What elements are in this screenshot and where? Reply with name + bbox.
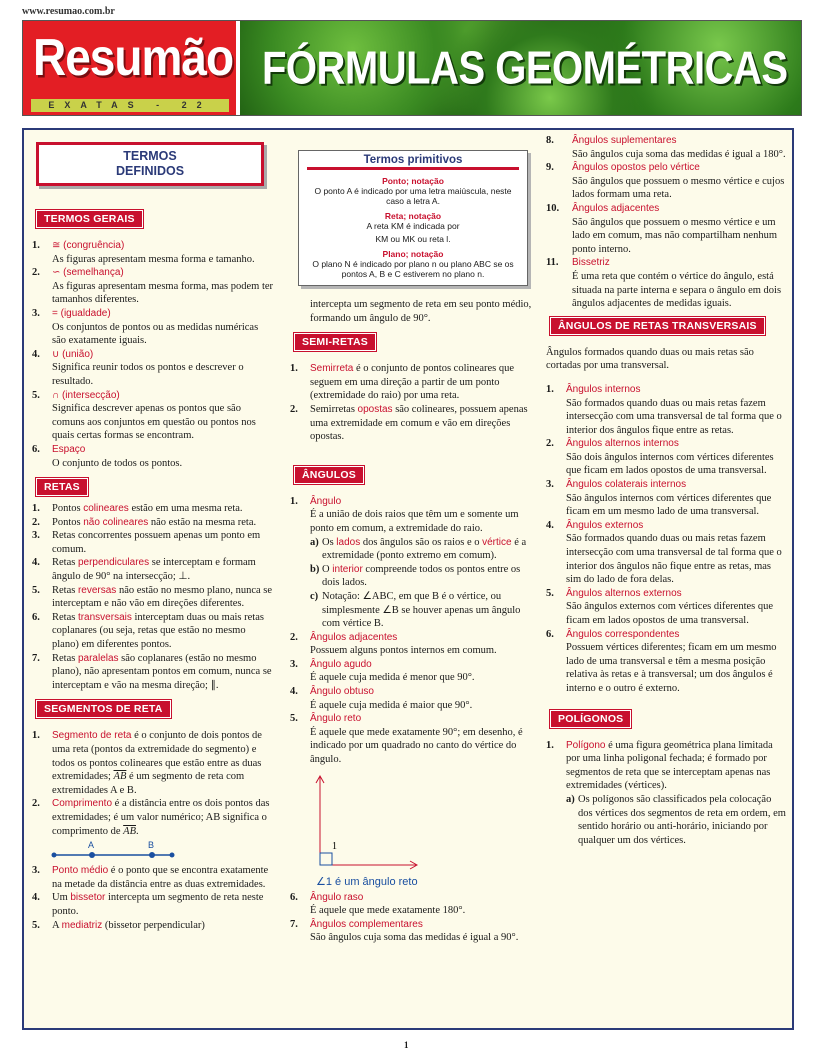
list-item: 5. A mediatriz (bissetor perpendicular) [32,919,205,931]
retas-list [32,502,274,692]
term: colineares [83,503,129,515]
term: reversas [77,584,117,596]
right-angle-figure [290,773,538,891]
text: São ângulos internos com vértices diferentes que ficam em um mesmo lado de uma transversal. [566,492,772,518]
logo-text: Resumão [33,28,234,87]
reta-text: A reta KM é indicada por [366,221,460,231]
text: intercepta um segmento de reta neste ponto. [52,892,264,917]
site-url[interactable]: www.resumao.com.br [22,6,115,17]
text: É aquele que mede exatamente 180°. [310,905,466,917]
list-item [546,161,786,202]
point-a-label: A [88,840,95,851]
heading-angulos: ÂNGULOS [294,466,364,484]
text: Notação: ∠ABC, em que B é o vértice, ou simplesmente ∠B se houver apenas um ângulo com vértice B. [322,590,521,630]
term: bissetor [70,892,106,904]
term: Polígono [566,739,606,751]
list-item [32,584,274,611]
list-item: 1. Ângulo É a união de dois raios que têm um e somente um ponto em comum, a extremidade do raio. a) Os lados dos ângulos são os raios e o vértice é a extremidade (ponto extremo em comum). b) O interior compreende todos os pontos entre os dois lados. c) Notação: ∠ABC, em que B é o vértice, ou simplesmente ∠B se houver apenas um ângulo com vértice B. [290,495,538,631]
item-number: 4. [32,348,40,360]
right-angle-diagram [290,773,530,891]
title-line-2: DEFINIDOS [115,164,185,178]
text: Retas [52,652,78,664]
text: é o conjunto de dois pontos de uma reta (pontos da extremidade do segmento) e todos os pontos colineares que estão entre as duas extremidades; [52,730,262,783]
item-number: 2. [32,267,40,279]
text: Semirretas [310,403,358,415]
list-item [32,502,274,516]
list-item: 4. Ângulo obtuso É aquele cuja medida é maior que 90°. [290,685,538,712]
item-number: 6. [32,443,40,455]
list-item [32,529,274,556]
term: vértice [482,536,512,548]
list-item [32,239,274,266]
list-item [546,202,786,256]
title-line-1: TERMOS [123,149,177,163]
text: As figuras apresentam mesma forma, mas podem ter tamanhos diferentes. [52,280,274,306]
text: é a distância entre os dois pontos das extremidades; é um valor numérico; AB significa o comprimento de [52,798,270,837]
text: Retas [52,611,78,623]
text: Os polígonos são classificados pela colocação dos vértices dos segmentos de reta em ordem, em sentido horário ou anti-horário, iniciando por qualquer um dos vértices. [578,793,786,846]
figure-caption: ∠1 é um ângulo reto [316,875,418,888]
list-item [32,652,274,693]
list-item: 3. Ponto médio é o ponto que se encontra exatamente na metade da distância entre as duas extremidades. [32,865,269,890]
page-number: 1 [404,1040,409,1050]
item-number: 7. [32,652,40,664]
list-item [546,519,786,587]
item-number: 2. [32,516,40,528]
termos-primitivos-box [298,150,528,286]
plano-text: O plano N é indicado por plano n ou plano ABC se os pontos A, B e C estiverem no plano n. [312,259,514,279]
text: dos ângulos são os raios e o [360,536,483,548]
item-number: 5. [32,584,40,596]
term: Ângulos adjacentes [572,202,660,214]
term: Ângulo [310,495,342,507]
text: Significa reunir todos os pontos e descrever o resultado. [52,362,244,387]
heading-poligonos: POLÍGONOS [550,710,631,728]
list-item: 1. Segmento de reta é o conjunto de dois pontos de uma reta (pontos da extremidade do segmento) e todos os pontos colineares que estão entre as duas extremidades; $\overline{AB}$ é um segmento de reta com extremidades A e B. [32,730,262,796]
item-number: 1. [32,503,40,515]
content-frame [22,128,794,1030]
term: Segmento de reta [52,730,132,742]
text: Pontos [52,503,84,515]
text: São dois ângulos internos com vértices diferentes que ficam em lados opostos de uma transversal. [566,451,774,477]
box-title: Termos primitivos [307,155,519,170]
list-item [546,587,786,628]
text: É a união de dois raios que têm um e somente um ponto em comum, a extremidade do raio. [310,509,519,534]
list-item [546,628,786,696]
text: se interceptam e formam ângulo de 90° na intersecção; ⊥. [52,557,256,583]
text: são coplanares (estão no mesmo plano), não apresentam pontos em comum, nunca se interceptam e vão na mesma direção; ∥. [52,652,272,691]
item-number: 8. [546,135,554,146]
text: Pontos [52,516,84,528]
list-item: 4. Um bissetor intercepta um segmento de reta neste ponto. [32,892,264,917]
point-b-label: B [148,840,155,851]
text: Os [322,536,337,548]
list-item: 5. Ângulo reto É aquele que mede exatamente 90°; em desenho, é indicado por um quadrado no canto do vértice do ângulo. [290,712,538,766]
item-number: 6. [546,628,554,640]
text: São ângulos cuja soma das medidas é igual a 90°. [310,932,519,944]
text: não estão no mesmo plano, nunca se interceptam e não vão em direções diferentes. [52,584,273,610]
term: Ângulo reto [310,713,362,725]
sub-item: a) Os lados dos ângulos são os raios e o vértice é a extremidade (ponto extremo em comum). [310,536,527,562]
text: São formados quando duas ou mais retas fazem intersecção com uma transversal de tal forma que o interior dos ângulos fique entre as retas. [566,397,782,436]
sub-item: c) Notação: ∠ABC, em que B é o vértice, ou simplesmente ∠B se houver apenas um ângulo com vértice B. [310,590,521,630]
header-banner [22,20,802,116]
list-item [32,389,274,443]
term: Espaço [52,443,86,455]
term: Ângulos correspondentes [566,628,680,640]
text: Significa descrever apenas os pontos que são comuns aos conjuntos em questão ou pontos nos quais certas formas se encontram. [52,403,256,442]
text: É aquele cuja medida é menor que 90°. [310,672,475,684]
item-number: 4. [546,519,554,531]
term: não colineares [83,516,149,528]
item-number: 10. [546,202,560,214]
list-item: 2. Semirretas opostas são colineares, possuem apenas uma extremidade em comum e vão em direções opostas. [290,403,528,443]
list-item [32,611,274,652]
term: Ângulos alternos externos [566,587,682,599]
angle-label: 1 [332,840,337,852]
term: ∪ (união) [52,348,94,360]
list-item [546,478,786,519]
text: é um segmento de reta com extremidades A e B. [52,771,245,796]
column-3 [546,134,786,847]
item-number: 3. [546,479,554,491]
list-item: 6. Ângulo raso É aquele que mede exatamente 180°. [290,891,538,918]
text: é uma figura geométrica plana limitada por uma linha poligonal fechada; é formado por segmentos de reta que se interceptam apenas nas extremidades (vértices). [566,739,773,792]
list-item [32,348,274,389]
text: São ângulos cuja soma das medidas é igual a 180°. [572,148,786,160]
term: Bissetriz [572,257,610,269]
term: perpendiculares [77,557,150,569]
segment-notation: $\overline{AB}$ [113,771,127,783]
text: compreende todos os pontos entre os dois lados. [322,563,521,589]
term: interior [332,563,363,575]
heading-angulos-retas-transversais: ÂNGULOS DE RETAS TRANSVERSAIS [550,317,765,335]
heading-termos-gerais: TERMOS GERAIS [36,210,143,228]
term: Ângulo agudo [310,658,372,670]
term: Ângulos opostos pelo vértice [572,162,700,174]
text: São ângulos que possuem o mesmo vértice e cujos lados formam uma reta. [572,175,785,201]
angulos-continuation-list [546,134,786,311]
list-item: 1. Polígono é uma figura geométrica plana limitada por uma linha poligonal fechada; é formado por segmentos de reta que se interceptam apenas nas extremidades (vértices). a) Os polígonos são classificados pela colocação dos vértices dos segmentos de reta em ordem, em sentido horário ou anti-horário, iniciando por qualquer um dos vértices. [546,739,786,846]
plano-heading: Plano; notação [382,249,444,259]
text: O conjunto de todos os pontos. [52,457,183,469]
text: Retas [52,557,78,569]
list-item [32,266,274,307]
term: paralelas [77,652,119,664]
column-2 [290,138,538,945]
term: = (igualdade) [52,307,111,319]
item-number: 2. [546,438,554,450]
text: Possuem alguns pontos internos em comum. [310,645,497,657]
text: é o ponto que se encontra exatamente na metade da distância entre as duas extremidades. [52,865,269,890]
text: A [52,919,62,931]
list-item: 7. Ângulos complementares São ângulos cuja soma das medidas é igual a 90°. [290,918,538,945]
text: É aquele cuja medida é maior que 90°. [310,699,473,711]
term: opostas [357,403,393,415]
list-item: 3. Ângulo agudo É aquele cuja medida é menor que 90°. [290,658,538,685]
text: é o conjunto de pontos colineares que seguem em uma direção a partir de um ponto (extremidade do raio) por uma reta. [310,363,515,402]
list-item [32,443,274,470]
logo-subtitle: EXATAS - 22 [31,99,229,112]
transversais-list [546,383,786,696]
list-item [32,516,274,530]
term: Ponto médio [52,865,109,877]
item-number: 1. [546,383,554,395]
segment-notation: $\overline{AB}$ [123,825,136,837]
term: lados [336,536,361,548]
item-number: 6. [32,611,40,623]
text: é a extremidade (ponto extremo em comum). [322,536,527,562]
text: É uma reta que contém o vértice do ângulo, está situada na parte interna e separa o ângulo em dois ângulos adjacentes de medidas iguais. [572,270,782,310]
term: Semirreta [310,363,354,375]
term: mediatriz [61,919,103,931]
item-number: 3. [32,530,40,542]
mediatriz-continuation: intercepta um segmento de reta em seu ponto médio, formando um ângulo de 90°. [310,299,532,324]
item-number: 5. [546,587,554,599]
item-number: 11. [546,257,559,269]
list-item: 1. Semirreta é o conjunto de pontos colineares que seguem em uma direção a partir de um ponto (extremidade do raio) por uma reta. [290,363,515,402]
list-item: 2. Ângulos adjacentes Possuem alguns pontos internos em comum. [290,631,538,658]
item-number: 1. [32,240,40,251]
term: Ângulos suplementares [572,135,677,146]
text: não estão na mesma reta. [148,516,257,528]
list-item [32,307,274,348]
term: Ângulos colaterais internos [566,479,687,491]
logo [23,21,238,116]
term: Ângulos externos [566,519,644,531]
segment-ab-diagram [32,838,272,864]
ponto-text: O ponto A é indicado por uma letra maiúscula, neste caso a letra A. [314,186,512,206]
column-1 [32,138,274,932]
term: Ângulos internos [566,383,641,395]
title-area [240,21,802,116]
section-title-termos-definidos [36,142,264,186]
text: estão em uma mesma reta. [128,503,243,515]
text: As figuras apresentam mesma forma e tamanho. [52,253,255,265]
text: O [322,563,333,575]
heading-semi-retas: SEMI-RETAS [294,333,376,351]
text: Possuem vértices diferentes; ficam em um mesmo lado de uma transversal e têm a mesma posição relativa às retas e à transversal; um dos ângulos é interno e o outro é externo. [566,642,777,694]
heading-segmentos-de-reta: SEGMENTOS DE RETA [36,700,171,718]
text: Retas concorrentes possuem apenas um ponto em comum. [52,530,261,555]
page-title: FÓRMULAS GEOMÉTRICAS [262,43,788,94]
list-item [546,383,786,437]
item-number: 3. [32,307,40,319]
text: São ângulos que possuem o mesmo vértice e um lado em comum, mas não compartilham nenhum ponto interno. [572,216,777,255]
term: ∩ (intersecção) [52,389,120,401]
transversais-intro: Ângulos formados quando duas ou mais retas são cortadas por uma transversal. [546,346,754,372]
item-number: 5. [32,389,40,401]
text: É aquele que mede exatamente 90°; em desenho, é indicado por um quadrado no canto do vértice do ângulo. [310,726,523,766]
text: interceptam duas ou mais retas coplanares (ou seja, retas que estão no mesmo plano) em diferentes pontos. [52,611,264,651]
term: ∽ (semelhança) [52,267,124,279]
term: Ângulo obtuso [310,686,374,698]
list-item [546,437,786,478]
list-item: 2. Comprimento é a distância entre os dois pontos das extremidades; é um valor numérico; AB significa o comprimento de $\overline{AB}$. [32,798,270,837]
item-number: 9. [546,162,554,174]
reta-notation: KM ou MK ou reta l. [375,234,451,244]
term: transversais [77,611,132,623]
list-item [546,134,786,161]
text: são colineares, possuem apenas uma extremidade em comum e vão em direções opostas. [310,403,528,443]
text: Retas [52,584,78,596]
text: São ângulos externos com vértices diferentes que ficam em lados opostos de uma transversal. [566,601,774,626]
term: Ângulos adjacentes [310,631,398,643]
text: São formados quando duas ou mais retas fazem intersecção com uma transversal de tal forma que o interior dos ângulos não fique entre as retas, mas sim do lado de fora delas. [566,533,782,586]
ponto-heading: Ponto; notação [382,176,444,186]
termos-gerais-list [32,239,274,470]
sub-item: a) Os polígonos são classificados pela colocação dos vértices dos segmentos de reta em ordem, em sentido horário ou anti-horário, iniciando por qualquer um dos vértices. [566,793,786,846]
reta-heading: Reta; notação [384,211,442,221]
list-item [546,256,786,310]
heading-retas: RETAS [36,478,88,496]
term: ≅ (congruência) [52,240,125,251]
term: Ângulo raso [310,891,364,903]
text: . [135,825,139,837]
term: Ângulos alternos internos [566,438,679,450]
item-number: 4. [32,557,40,569]
term: Comprimento [52,798,113,810]
text: Um [52,892,71,904]
text: (bissetor perpendicular) [102,919,205,931]
list-item [32,556,274,583]
segment-figure [32,838,274,864]
text: Os conjuntos de pontos ou as medidas numéricas são exatamente iguais. [52,321,259,347]
sub-item: b) O interior compreende todos os pontos entre os dois lados. [310,563,521,589]
term: Ângulos complementares [310,918,423,930]
